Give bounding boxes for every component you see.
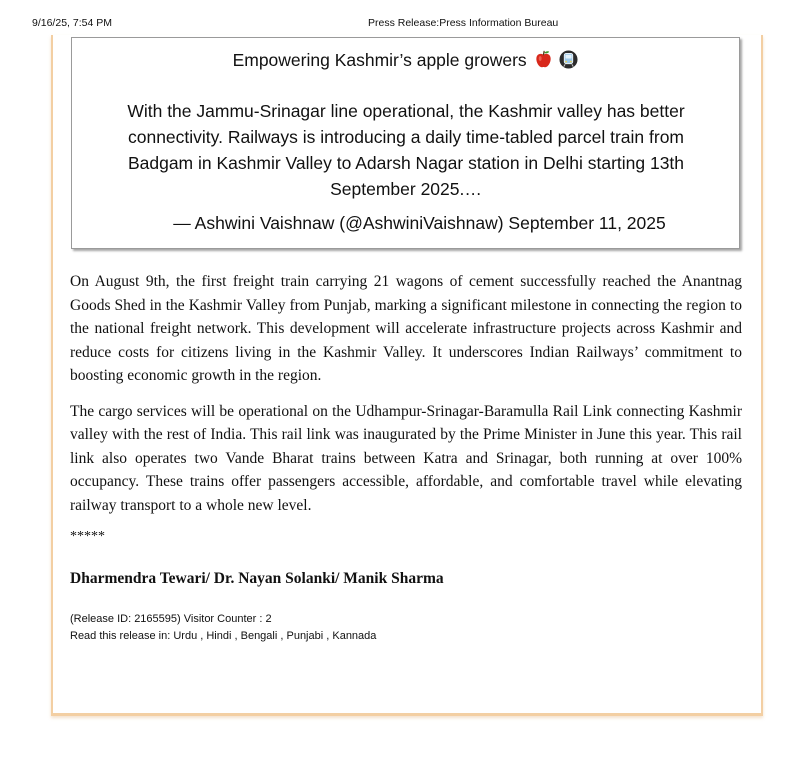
embedded-tweet bbox=[71, 37, 740, 249]
apple-icon bbox=[534, 50, 553, 74]
print-header bbox=[0, 17, 788, 31]
language-link-hindi[interactable]: Hindi bbox=[206, 630, 232, 642]
section-separator: ***** bbox=[70, 529, 105, 544]
language-links bbox=[70, 628, 376, 645]
tweet-attribution: — Ashwini Vaishnaw (@AshwiniVaishnaw) September 11, 2025 bbox=[173, 213, 666, 233]
language-separator: , bbox=[277, 630, 287, 642]
language-separator: , bbox=[323, 630, 333, 642]
print-datetime: 9/16/25, 7:54 PM bbox=[32, 17, 112, 29]
language-link-punjabi[interactable]: Punjabi bbox=[286, 630, 324, 642]
print-page-title: Press Release:Press Information Bureau bbox=[368, 17, 559, 29]
read-in-label: Read this release in: bbox=[70, 630, 174, 642]
language-link-bengali[interactable]: Bengali bbox=[240, 630, 278, 642]
language-link-kannada[interactable]: Kannada bbox=[332, 630, 377, 642]
train-icon bbox=[559, 50, 578, 74]
tweet-heading bbox=[72, 50, 739, 74]
signatories: Dharmendra Tewari/ Dr. Nayan Solanki/ Manik Sharma bbox=[70, 570, 444, 587]
paragraph-cargo-services: The cargo services will be operational on the Udhampur-Srinagar-Baramulla Rail Link connecting Kashmir valley with the rest of India. This rail link was inaugurated by the Prime Minister in June this year. This rail link also operates two Vande Bharat trains between Katra and Srinagar, both running at over 100% occupancy. These trains offer passengers accessible, affordable, and comfortable travel while elevating railway transport to a whole new level. bbox=[70, 402, 742, 514]
language-separator: , bbox=[231, 630, 241, 642]
press-release-content bbox=[70, 270, 742, 591]
release-id-visitor-counter: (Release ID: 2165595) Visitor Counter : 2 bbox=[70, 613, 272, 625]
tweet-heading-text: Empowering Kashmir’s apple growers bbox=[232, 50, 527, 70]
language-link-urdu[interactable]: Urdu bbox=[173, 630, 198, 642]
tweet-body: With the Jammu-Srinagar line operational, the Kashmir valley has better connectivity. Railways is introducing a daily time-tabled parcel train from Badgam in Kashmir Valley to Adarsh Nagar station in Delhi starting 13th September 2025.… bbox=[127, 101, 685, 199]
paragraph-freight-train: On August 9th, the first freight train carrying 21 wagons of cement successfully reached the Anantnag Goods Shed in the Kashmir Valley from Punjab, marking a significant milestone in connecting the region to the national freight network. This development will accelerate infrastructure projects across Kashmir and reduce costs for citizens living in the Kashmir Valley. It underscores Indian Railways’ commitment to boosting economic growth in the region. bbox=[70, 273, 742, 384]
language-separator: , bbox=[197, 630, 207, 642]
release-info bbox=[70, 611, 376, 645]
